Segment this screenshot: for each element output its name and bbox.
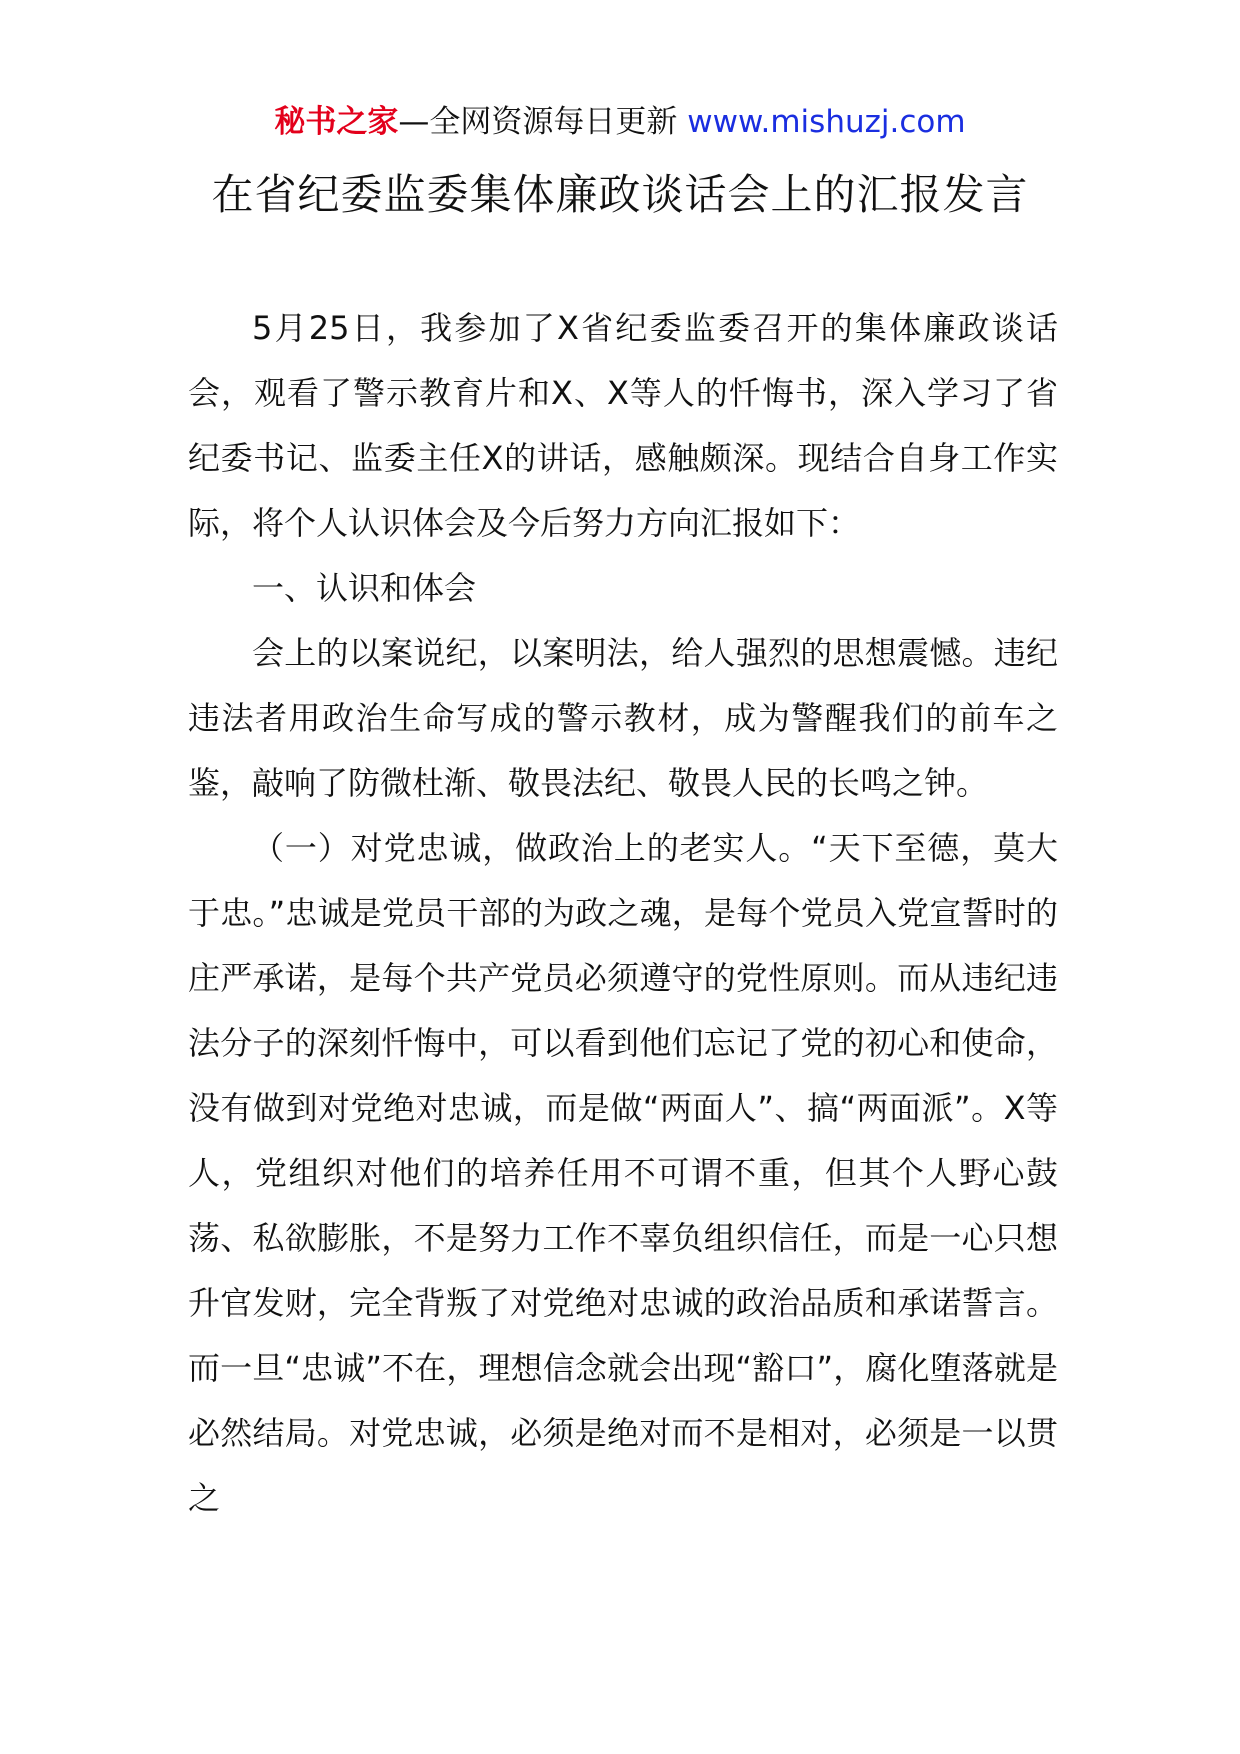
site-header	[0, 100, 1240, 144]
site-url-link[interactable]: www.mishuzj.com	[687, 104, 966, 140]
document-title: 在省纪委监委集体廉政谈话会上的汇报发言	[211, 170, 1029, 219]
paragraph-body: 会上的以案说纪，以案明法，给人强烈的思想震憾。违纪违法者用政治生命写成的警示教材，成为警醒我们的前车之鉴，敲响了防微杜渐、敬畏法纪、敬畏人民的长鸣之钟。	[188, 634, 1058, 802]
paragraph-intro: 5月25日，我参加了X省纪委监委召开的集体廉政谈话会，观看了警示教育片和X、X等人的忏悔书，深入学习了省纪委书记、监委主任X的讲话，感触颇深。现结合自身工作实际，将个人认识体会及今后努力方向汇报如下：	[188, 309, 1058, 542]
paragraph-body: （一）对党忠诚，做政治上的老实人。“天下至德，莫大于忠。”忠诚是党员干部的为政之魂，是每个党员入党宣誓时的庄严承诺，是每个共产党员必须遵守的党性原则。而从违纪违法分子的深刻忏悔中，可以看到他们忘记了党的初心和使命，没有做到对党绝对忠诚，而是做“两面人”、搞“两面派”。X等人，党组织对他们的培养任用不可谓不重，但其个人野心鼓荡、私欲膨胀，不是努力工作不辜负组织信任，而是一心只想升官发财，完全背叛了对党绝对忠诚的政治品质和承诺誓言。而一旦“忠诚”不在，理想信念就会出现“豁口”，腐化堕落就是必然结局。对党忠诚，必须是绝对而不是相对，必须是一以贯之	[188, 829, 1058, 1517]
document-body	[188, 296, 1058, 1531]
section-heading: 一、认识和体会	[252, 569, 477, 607]
brand-name: 秘书之家	[274, 104, 399, 140]
site-tagline: —全网资源每日更新	[398, 104, 678, 140]
